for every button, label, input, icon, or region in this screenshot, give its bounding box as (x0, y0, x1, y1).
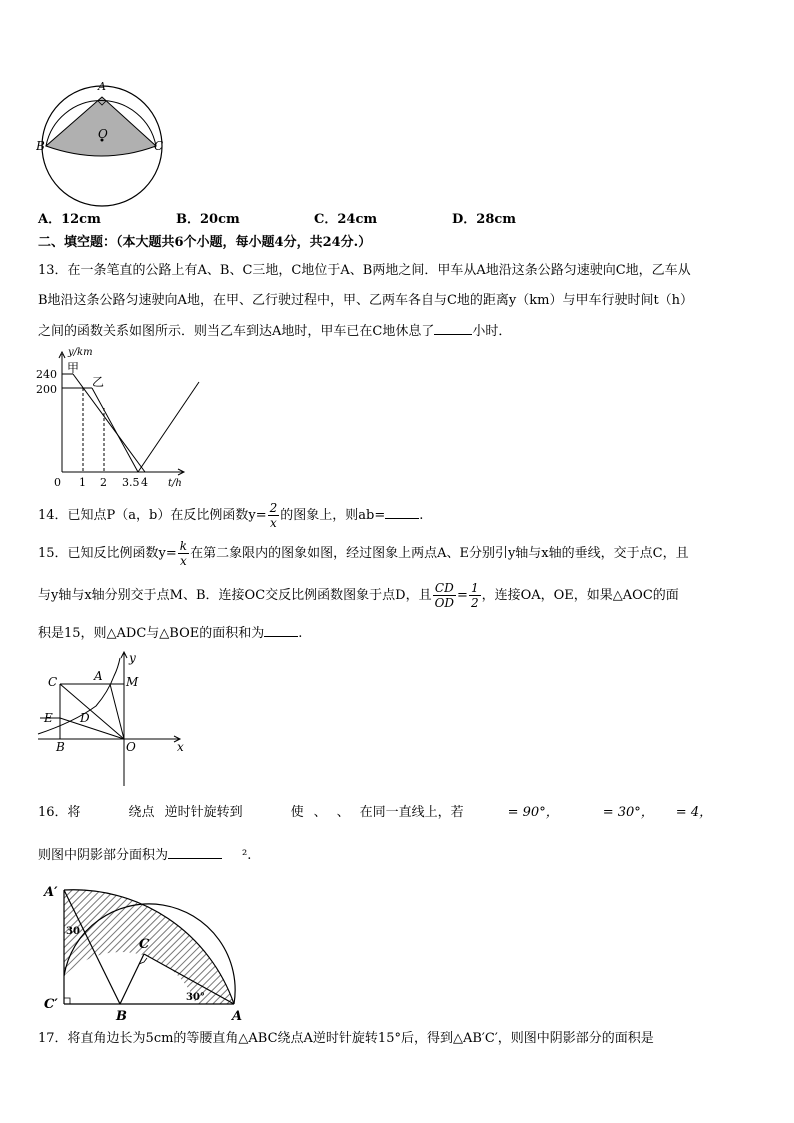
label-A-prime: A′ (44, 885, 58, 900)
section-heading: 二、填空题：（本大题共6个小题，每小题4分，共24分.） (38, 235, 372, 250)
q15-num-1: 1 (470, 581, 479, 595)
q14-text-b: 的图象上，则ab= (280, 508, 386, 523)
q13-line2: B地沿这条公路匀速驶向A地，在甲、乙行驶过程中，甲、乙两车各自与C地的距离y（km）与甲车行驶时间t（h） (38, 293, 694, 308)
label-A: A (94, 669, 103, 683)
figure-q12 (36, 80, 176, 210)
label-A: A (98, 80, 106, 93)
figure-q16 (36, 876, 246, 1024)
q15-line1 (38, 538, 689, 570)
q15-answer-blank[interactable] (264, 624, 298, 637)
q14-text-c: . (419, 508, 424, 523)
q16-text-f: 、 (336, 805, 350, 820)
q15-den-od: OD (434, 596, 455, 610)
q16-text-b: 绕点 (128, 805, 155, 820)
tick-origin: 0 (54, 476, 61, 489)
label-O: O (98, 127, 108, 141)
q15-text-b: 在第二象限内的图象如图，经过图象上两点A、E分别引y轴与x轴的垂线，交于点C，且 (190, 546, 689, 561)
label-C-prime: C′ (44, 997, 58, 1012)
label-B: B (36, 139, 45, 153)
option-b: B．20cm (176, 212, 240, 227)
label-B: B (56, 740, 65, 754)
q15-line2 (38, 580, 679, 612)
q15-text-e: 积是15，则△ADC与△BOE的面积和为 (38, 626, 265, 641)
q14-num: 2 (269, 501, 278, 515)
label-C: C (154, 139, 164, 153)
q14-answer-blank[interactable] (385, 506, 419, 519)
tick-240: 240 (36, 368, 57, 381)
label-D: D (80, 711, 90, 725)
q15-line3 (38, 624, 302, 643)
label-O: O (126, 740, 136, 754)
q17-line: 17．将直角边长为5cm的等腰直角△ABC绕点A逆时针旋转15°后，得到△AB′C′，则图中阴影部分的面积是 (38, 1031, 654, 1046)
label-B: B (116, 1009, 127, 1024)
q15-text-a: 15．已知反比例函数y= (38, 546, 177, 561)
q13-answer-blank[interactable] (434, 322, 472, 335)
tick-4: 4 (141, 476, 148, 489)
q16-text-h: = 90°， (507, 805, 559, 820)
q14-line (38, 500, 423, 532)
y-axis-label: y/km (68, 347, 93, 358)
label-A: A (232, 1009, 243, 1024)
q15-fraction-k (178, 539, 189, 568)
label-C: C (48, 675, 58, 689)
q15-fraction-half (469, 581, 481, 610)
q16-text-j: = 4， (675, 805, 713, 820)
q15-num-cd: CD (433, 581, 456, 596)
label-C: C (139, 937, 150, 952)
figure-q13 (34, 346, 204, 494)
q15-den-2: 2 (470, 596, 479, 610)
q16-text-g: 在同一直线上，若 (359, 805, 464, 820)
q16-text-k: 则图中阴影部分面积为 (38, 848, 169, 863)
q16-text-e: 、 (313, 805, 327, 820)
option-d: D．28cm (452, 212, 517, 227)
tick-200: 200 (36, 383, 57, 396)
figure-q15 (34, 648, 194, 790)
label-x: x (177, 740, 184, 754)
q13-line3-end: 小时． (472, 324, 512, 339)
q16-line2 (38, 846, 251, 865)
q15-text-d: ，连接OA，OE，如果△AOC的面 (481, 588, 679, 603)
q13-line3 (38, 322, 511, 341)
option-c: C．24cm (314, 212, 378, 227)
q13-line1: 13．在一条笔直的公路上有A、B、C三地，C地位于A、B两地之间．甲车从A地沿这条公路匀速驶向C地，乙车从 (38, 263, 691, 278)
tick-1: 1 (79, 476, 86, 489)
q16-line1 (38, 804, 712, 822)
angle-30-right: 30° (186, 992, 205, 1003)
tick-3-5: 3.5 (122, 476, 140, 489)
q16-text-i: = 30°， (602, 805, 654, 820)
q14-text-a: 14．已知点P（a，b）在反比例函数y= (38, 508, 267, 523)
option-a: A．12cm (38, 212, 101, 227)
angle-30-left: 30 (66, 926, 80, 937)
label-M: M (126, 675, 139, 689)
q15-fraction-cd-od (433, 581, 456, 610)
label-jia: 甲 (67, 361, 80, 375)
q16-text-d: 使 (290, 805, 304, 820)
q15-equals: = (457, 588, 468, 603)
q15-den-x: x (180, 554, 187, 568)
q14-fraction (268, 501, 280, 530)
q14-den: x (270, 516, 277, 530)
q15-text-c: 与y轴与x轴分别交于点M、B．连接OC交反比例函数图象于点D，且 (38, 588, 432, 603)
tick-2: 2 (100, 476, 107, 489)
q15-text-f: . (298, 626, 303, 641)
q15-num-k: k (179, 539, 188, 553)
q13-line3-text: 之间的函数关系如图所示．则当乙车到达A地时，甲车已在C地休息了 (38, 324, 435, 339)
label-yi: 乙 (92, 375, 105, 389)
x-axis-label: t/h (168, 478, 182, 489)
q16-answer-blank[interactable] (168, 846, 222, 859)
q16-text-c: 逆时针旋转到 (164, 805, 243, 820)
label-y: y (129, 651, 136, 665)
q16-text-a: 16．将 (38, 805, 81, 820)
q16-text-l: ². (242, 848, 252, 863)
label-E: E (44, 711, 53, 725)
